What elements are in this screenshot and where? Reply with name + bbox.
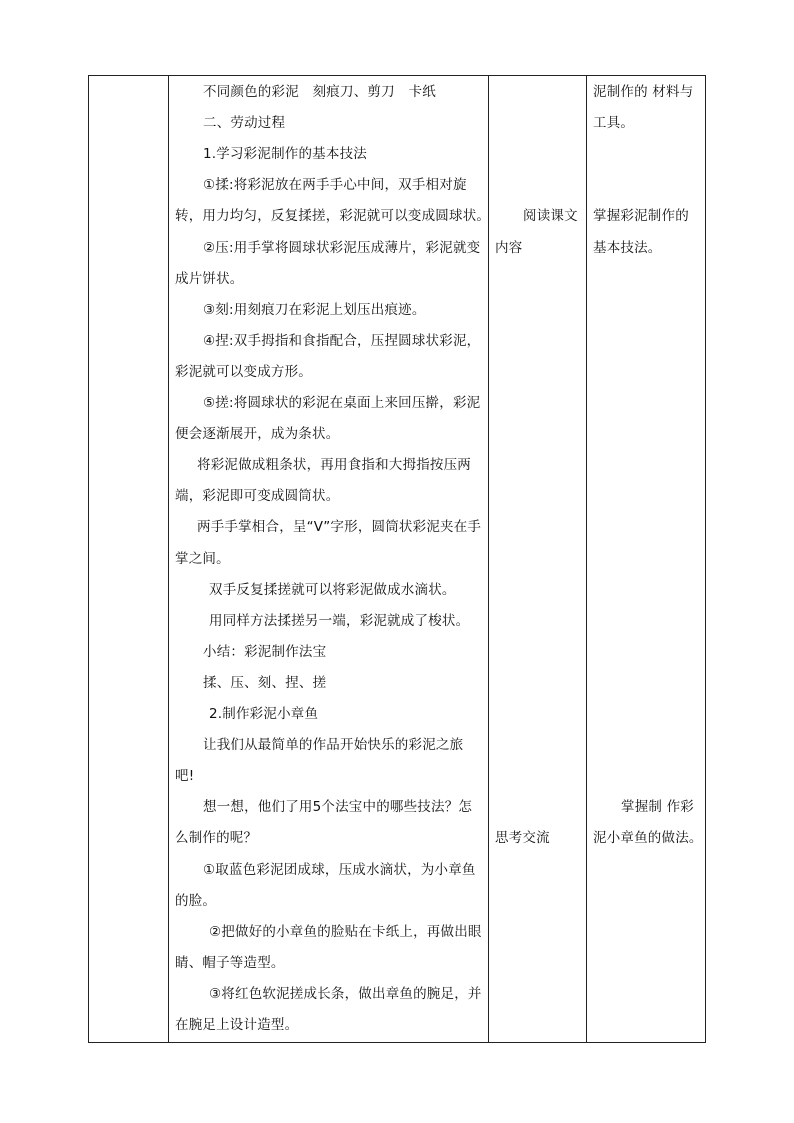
act-text-line: 内容 (495, 239, 523, 256)
main-text-line: ④捏:双手拇指和食指配合，压捏圆球状彩泥， (203, 332, 481, 349)
main-text-line: 吧! (175, 768, 195, 785)
goal-text-line: 基本技法。 (593, 239, 662, 256)
goal-text-line: 泥小章鱼的做法。 (593, 830, 703, 847)
main-text-line: 不同颜色的彩泥 刻痕刀、剪刀 卡纸 (203, 84, 436, 100)
lesson-table (88, 75, 706, 1043)
goal-text-line: 工具。 (593, 115, 635, 132)
main-text-line: ⑤搓:将圆球状的彩泥在桌面上来回压擀，彩泥 (203, 395, 481, 411)
teaching-process-column (169, 76, 489, 1042)
main-text-line: 1.学习彩泥制作的基本技法 (203, 146, 367, 163)
main-text-line: 让我们从最简单的作品开始快乐的彩泥之旅 (203, 737, 464, 754)
main-text-line: 双手反复揉搓就可以将彩泥做成水滴状。 (209, 581, 456, 598)
main-text-line: 两手手掌相合，呈“V”字形，圆筒状彩泥夹在手 (197, 519, 482, 536)
main-text-line: ①取蓝色彩泥团成球，压成水滴状，为小章鱼 (203, 861, 476, 878)
goal-text-line: 掌握制 作彩 (621, 799, 694, 816)
main-text-line: ①揉:将彩泥放在两手手心中间，双手相对旋 (203, 177, 467, 194)
main-text-line: 彩泥就可以变成方形。 (175, 363, 312, 380)
main-text-line: ③将红色软泥搓成长条，做出章鱼的腕足，并 (209, 985, 482, 1002)
main-text-line: 小结：彩泥制作法宝 (203, 643, 327, 660)
main-text-line: 揉、压、刻、捏、搓 (203, 674, 327, 691)
act-text-line: 思考交流 (495, 830, 550, 847)
main-text-line: 2.制作彩泥小章鱼 (209, 706, 319, 722)
main-text-line: 么制作的呢？ (175, 830, 258, 847)
main-text-line: 将彩泥做成粗条状，再用食指和大拇指按压两 (197, 457, 471, 474)
main-text-line: 的脸。 (175, 892, 217, 909)
main-text-line: 掌之间。 (175, 550, 230, 567)
student-activity-column (489, 76, 587, 1042)
act-text-line: 阅读课文 (523, 208, 578, 225)
main-text-line: 转，用力均匀，反复揉搓，彩泥就可以变成圆球状。 (175, 208, 491, 225)
goal-text-line: 泥制作的 材料与 (593, 84, 694, 100)
main-text-line: 成片饼状。 (175, 270, 244, 287)
main-text-line: 二、劳动过程 (203, 115, 286, 132)
main-text-line: ②把做好的小章鱼的脸贴在卡纸上，再做出眼 (209, 923, 482, 940)
goal-text-line: 掌握彩泥制作的 (593, 208, 689, 225)
main-text-line: 想一想，他们了用5个法宝中的哪些技法？怎 (203, 799, 473, 816)
main-text-line: 端，彩泥即可变成圆筒状。 (175, 488, 340, 505)
main-text-line: 在腕足上设计造型。 (175, 1017, 299, 1033)
main-text-line: ③刻:用刻痕刀在彩泥上划压出痕迹。 (203, 301, 426, 318)
design-intent-column (587, 76, 706, 1042)
blank-label-column (89, 76, 169, 1042)
main-text-line: 睛、帽子等造型。 (175, 954, 285, 971)
main-text-line: ②压:用手掌将圆球状彩泥压成薄片，彩泥就变 (203, 239, 481, 256)
main-text-line: 用同样方法揉搓另一端，彩泥就成了梭状。 (209, 612, 470, 629)
main-text-line: 便会逐渐展开，成为条状。 (175, 426, 340, 443)
